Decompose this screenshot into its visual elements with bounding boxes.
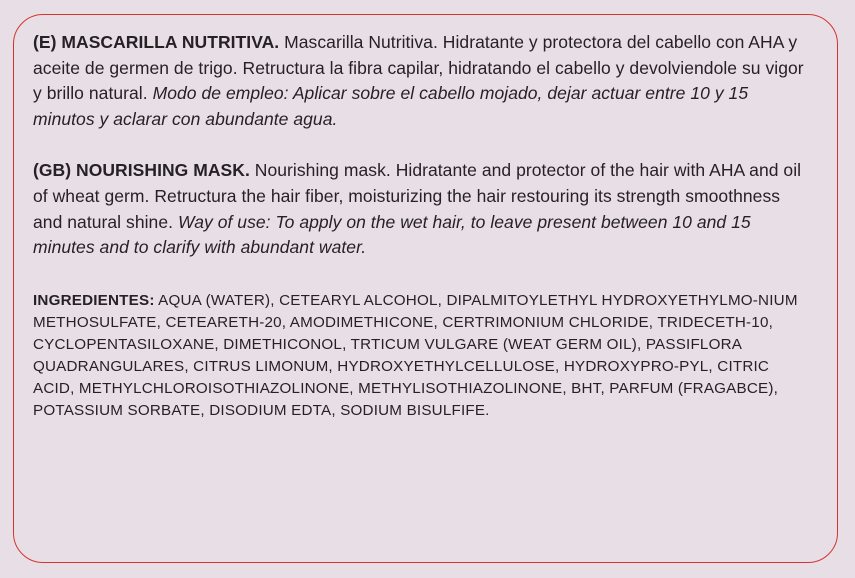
ingredients-text: AQUA (WATER), CETEARYL ALCOHOL, DIPALMITOYLETHYL HYDROXYETHYLMO-NIUM METHOSULFATE, CETEARETH-20, AMODIMETHICONE, CERTRIMONIUM CHLORIDE, TRIDECETH-10, CYCLOPENTASILOXANE, DIMETHICONOL, TRTICUM VULGARE (WEAT GERM OIL), PASSIFLORA QUADRANGULARES, CITRUS LIMONUM, HYDROXYETHYLCELLULOSE, HYDROXYPRO-PYL, CITRIC ACID, METHYLCHLOROISOTHIAZOLINONE, METHYLISOTHIAZOLINONE, BHT, PARFUM (FRAGABCE), POTASSIUM SORBATE, DISODIUM EDTA, SODIUM BISULFIFE. [33, 291, 798, 419]
ingredients-list [33, 290, 805, 422]
english-usage: Way of use: To apply on the wet hair, to leave present between 10 and 15 minutes and to clarify with abundant water. [33, 211, 751, 258]
english-body: Nourishing mask. Hidratante and protector of the hair with AHA and oil of wheat germ. Retructura the hair fiber, moisturizing the hair restouring its strength smoothness and natural shine. [33, 160, 802, 232]
ingredients-heading: INGREDIENTES: [33, 291, 155, 309]
spanish-body: Mascarilla Nutritiva. Hidratante y protectora del cabello con AHA y aceite de germen de trigo. Retructura la fibra capilar, hidratando el cabello y devolviendole su vigor y brillo natural. [33, 32, 804, 104]
label-content [33, 30, 805, 422]
english-description [33, 158, 805, 260]
spanish-heading: (E) MASCARILLA NUTRITIVA. [33, 32, 280, 52]
spanish-description [33, 30, 805, 132]
spanish-usage: Modo de empleo: Aplicar sobre el cabello mojado, dejar actuar entre 10 y 15 minutos y aclarar con abundante agua. [33, 83, 749, 129]
english-heading: (GB) NOURISHING MASK. [33, 160, 250, 181]
